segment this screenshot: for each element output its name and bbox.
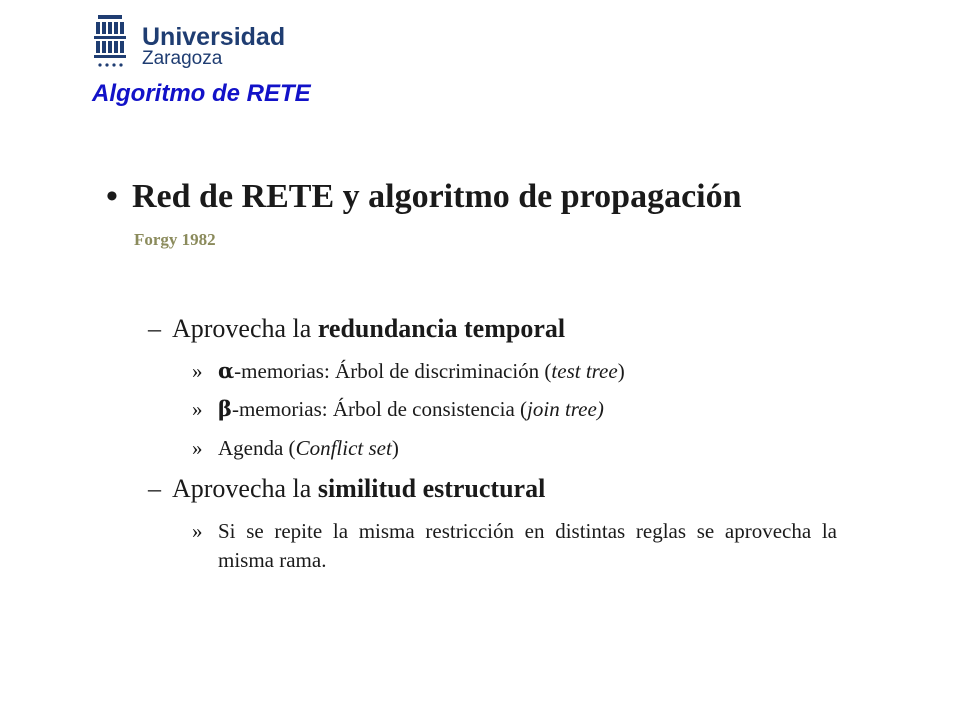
item-text: Si se repite la misma restricción en distintas reglas se aprovecha la misma rama. — [218, 519, 837, 572]
citation: Forgy 1982 — [134, 230, 216, 249]
dash-marker: – — [148, 474, 161, 503]
item-suffix: ) — [617, 359, 625, 383]
sub-marker: » — [192, 359, 203, 383]
item-italic: join tree) — [527, 397, 604, 421]
item-suffix: ) — [391, 436, 399, 460]
item-italic: test tree — [551, 359, 618, 383]
university-crest-icon — [92, 14, 128, 70]
item-text: Agenda ( — [218, 436, 296, 460]
item-italic: Conflict set — [295, 436, 392, 460]
list-item-beta — [192, 396, 604, 422]
point-redundancia — [148, 314, 565, 344]
list-item-agenda — [192, 436, 399, 461]
dash-marker: – — [148, 314, 161, 343]
university-city: Zaragoza — [142, 48, 223, 69]
list-item-rama — [192, 517, 837, 575]
point-similitud — [148, 474, 545, 504]
item-text: -memorias: Árbol de consistencia ( — [231, 397, 528, 421]
sub-marker: » — [192, 436, 203, 460]
sub-marker: » — [192, 397, 203, 421]
item-text: -memorias: Árbol de discriminación ( — [234, 359, 552, 383]
university-name: Universidad — [142, 23, 286, 51]
list-item-alpha — [192, 358, 625, 384]
point-prefix: Aprovecha la — [172, 314, 318, 343]
point-prefix: Aprovecha la — [172, 474, 318, 503]
bullet-marker: • — [106, 178, 118, 215]
main-heading — [106, 178, 742, 216]
heading-text: Red de RETE y algoritmo de propagación — [132, 178, 742, 215]
sub-marker: » — [192, 519, 203, 543]
point-emphasis: redundancia temporal — [317, 314, 566, 343]
beta-symbol: β — [218, 396, 232, 421]
point-emphasis: similitud estructural — [317, 474, 546, 503]
slide-title: Algoritmo de RETE — [92, 80, 311, 107]
alpha-symbol: α — [218, 358, 235, 383]
